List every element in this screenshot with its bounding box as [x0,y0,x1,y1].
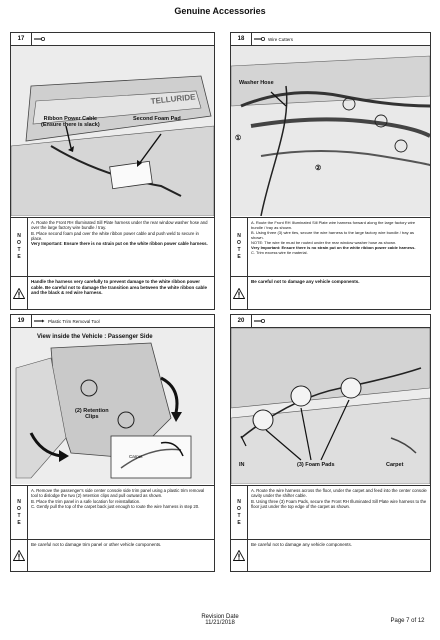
note-letter: T [17,247,21,253]
note-line: C. Gently pull the top of the carpet back just enough to route the wire harness in step 20. [31,503,200,509]
step-18-panel [230,32,431,310]
callout-2: ② [315,165,322,172]
note-text [28,486,214,540]
warning-text: Be careful not to damage any vehicle components. [251,542,353,547]
step-number: 19 [11,315,32,327]
revision-date-block [170,614,270,626]
note-label [11,486,28,540]
step-19-header [11,315,214,328]
note-line: A. Route the Front RH Illuminated Sill Plate wire harness forward along the large factory wire bundle / tray as shown. [251,220,416,230]
note-line: B. Using three (3) wire ties, secure the wire harness to the large factory wire bundle / tray as shown. [251,230,414,240]
step-19-note [11,485,214,540]
warning-text: Be careful not to damage trim panel or other vehicle components. [31,542,162,547]
callout-1: ① [235,135,242,142]
warning-icon [11,540,28,571]
note-label [11,218,28,276]
note-text [248,486,430,540]
ribbon-cable-label: Ribbon Power Cable (Ensure there is slack) [41,116,100,128]
note-label [231,218,248,276]
note-letter: O [237,506,241,512]
step-17-warning [11,276,214,309]
step-17-header [11,33,214,46]
note-letter: O [17,506,21,512]
note-line: B. Place second foam pad over the white ribbon power cable and push weld to secure in place. [31,230,199,241]
svg-text:TELLURIDE: TELLURIDE [150,92,196,106]
step-18-warning [231,276,430,309]
page-title: Genuine Accessories [174,6,266,16]
step-17-panel [10,32,215,310]
note-line: A. Remove the passenger's side center console side trim panel using a plastic trim removal tool to dislodge the two (2) retention clips and pull outward as shown. [31,488,205,499]
step-number: 17 [11,33,32,45]
note-text [28,218,214,276]
carpet-label: Carpet [386,462,404,468]
note-letter: O [17,240,21,246]
warning-text: Be careful not to damage any vehicle components. [251,279,360,284]
step-20-note [231,485,430,540]
carpet-label: Carpet [129,454,143,459]
step-20-illustration [231,328,430,484]
note-line: A. Route the Front RH Illuminated Sill Plate harness under the rear window washer hose and over the large factory wire bundle / tray. [31,220,208,231]
warning-text: Handle the harness very carefully to prevent damage to the white ribbon power cable. Be careful not to damage the transition area between the white ribbon cable and the black & red wire harness. [31,279,208,295]
note-line: C. Trim excess wire tie material. [251,250,308,255]
second-foam-pad-label: Second Foam Pad [133,116,181,122]
step-19-illustration [11,328,214,484]
step-18-note [231,217,430,276]
note-letter: E [17,254,21,260]
step-17-illustration [11,46,214,216]
note-letter: T [17,513,21,519]
note-letter: E [237,520,241,526]
warning-icon [231,540,248,571]
note-letter: E [17,520,21,526]
warning-icon [11,277,28,309]
note-label [231,486,248,540]
note-letter: O [237,240,241,246]
step-19-warning [11,539,214,571]
revision-date: 11/21/2018 [205,620,235,626]
tool-name: Plastic Trim Removal Tool [48,318,100,324]
retention-clips-label: (2) Retention Clips [75,408,109,420]
wrench-icon [252,315,266,327]
step-18-illustration [231,46,430,216]
step-20-warning [231,539,430,571]
note-text [248,218,430,276]
washer-hose-label: Washer Hose [239,80,274,86]
note-letter: N [237,499,241,505]
wrench-icon [32,33,46,45]
step-20-header [231,315,430,328]
note-letter: E [237,254,241,260]
note-line: Very Important: Ensure there is no strain put on the white ribbon power cable harness. [31,241,208,247]
step-17-note [11,217,214,276]
in-label: IN [239,462,245,468]
foam-pads-label: (3) Foam Pads [297,462,335,468]
wire-cutters-icon [252,33,266,45]
page-number: Page 7 of 12 [390,618,425,624]
note-letter: T [237,513,241,519]
step-number: 18 [231,33,252,45]
step-19-panel [10,314,215,572]
step-number: 20 [231,315,252,327]
note-line: NOTE: The wire tie must be routed under the rear window washer hose as shown. [251,240,397,245]
note-letter: T [237,247,241,253]
note-letter: N [17,233,21,239]
step-20-panel [230,314,431,572]
view-label: View inside the Vehicle : Passenger Side [37,334,153,340]
tool-name: Wire Cutters [268,36,294,42]
revision-date-label: Revision Date [201,614,239,620]
note-line: Very Important: Ensure there is no strain put on the white ribbon power cable harness. [251,245,416,250]
trim-tool-icon [32,315,46,327]
note-line: B. Place the trim panel in a safe location for reinstallation. [31,498,141,504]
warning-icon [231,277,248,309]
step-18-header [231,33,430,46]
note-line: A. Route the wire harness across the floor, under the carpet and feed into the center console cavity under the shifter cable. [251,488,427,499]
note-letter: N [237,233,241,239]
note-letter: N [17,499,21,505]
note-line: B. Using three (3) Foam Pads, secure the Front RH Illuminated Sill Plate wire harness to the floor just under the top edge of the carpet as shown. [251,498,427,509]
